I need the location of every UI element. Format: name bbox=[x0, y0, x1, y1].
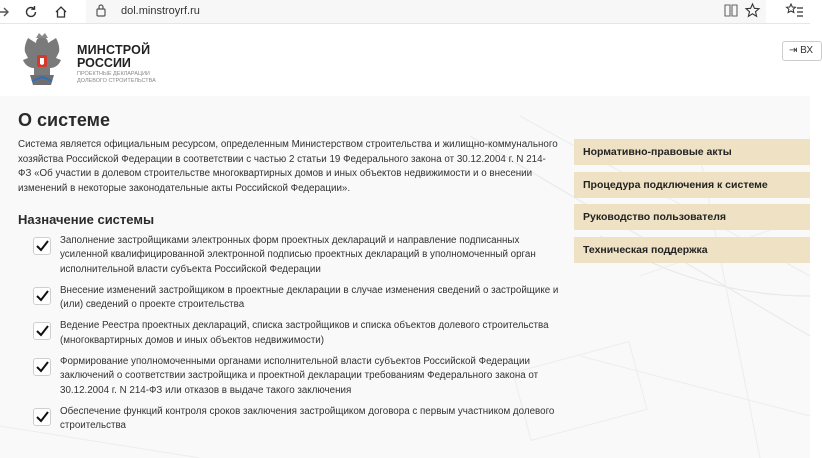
favorites-list-icon[interactable] bbox=[786, 3, 804, 24]
forward-icon[interactable] bbox=[0, 2, 14, 22]
coat-of-arms-logo[interactable] bbox=[16, 31, 68, 89]
intro-paragraph: Система является официальным ресурсом, определенным Министерством строительства и жилищно-коммунального хозяйства Российской Федерации в соответствии с частью 2 статьи 19 Федерального закона от 30.12.2004 г. N 214-ФЗ «Об участии в долевом строительстве многоквартирных домов и иных объектов недвижимости и о внесении изменений в некоторые законодательные акты Российской Федерации». bbox=[18, 139, 558, 194]
menu-item-connection-procedure[interactable]: Процедура подключения к системе bbox=[574, 172, 810, 198]
purpose-item-text: Ведение Реестра проектных деклараций, списка застройщиков и списка объектов долевого строительства (многоквартирных домов и иных объектов недвижимости) bbox=[60, 320, 549, 346]
lock-icon bbox=[96, 3, 106, 22]
login-icon: ⇥ bbox=[789, 45, 798, 56]
checkmark-icon bbox=[33, 237, 51, 255]
purpose-item-text: Внесение изменений застройщиком в проектные декларации в случае изменения сведений о застройщике и (или) сведений о проекте строительства bbox=[60, 284, 559, 311]
purpose-list bbox=[30, 234, 560, 441]
list-item bbox=[30, 284, 560, 313]
side-menu bbox=[574, 139, 810, 269]
purpose-section-title: Назначение системы bbox=[18, 212, 155, 227]
list-item bbox=[30, 405, 560, 434]
brand-name-line2: РОССИИ bbox=[77, 56, 131, 70]
login-label: ВХ bbox=[800, 45, 814, 56]
home-icon[interactable] bbox=[51, 2, 71, 22]
list-item bbox=[30, 319, 560, 348]
checkmark-icon bbox=[33, 322, 51, 340]
url-text[interactable]: dol.minstroyrf.ru bbox=[121, 5, 200, 17]
favorite-star-icon[interactable] bbox=[745, 3, 760, 23]
menu-item-user-guide[interactable]: Руководство пользователя bbox=[574, 204, 810, 230]
brand-subtitle bbox=[77, 71, 177, 85]
purpose-item-text: Обеспечение функций контроля сроков заключения застройщиком договора с первым участником долевого строительства bbox=[60, 405, 555, 432]
main-content bbox=[0, 96, 810, 458]
checkmark-icon bbox=[33, 408, 51, 426]
list-item bbox=[30, 355, 560, 398]
reading-view-icon[interactable] bbox=[724, 4, 738, 22]
menu-item-normative-acts[interactable]: Нормативно-правовые акты bbox=[574, 139, 810, 165]
refresh-icon[interactable] bbox=[21, 2, 41, 22]
menu-item-tech-support[interactable]: Техническая поддержка bbox=[574, 237, 810, 263]
checkmark-icon bbox=[33, 358, 51, 376]
list-item bbox=[30, 234, 560, 277]
brand-subtitle-line1: ПРОЕКТНЫЕ ДЕКЛАРАЦИИ bbox=[77, 71, 150, 77]
purpose-item-text: Заполнение застройщиками электронных форм проектных деклараций и направление подписанных усиленной квалифицированной электронной подписью проектных деклараций в уполномоченный орган исполнительной власти субъекта Российской Федерации bbox=[60, 235, 536, 275]
brand-name-line1: МИНСТРОЙ bbox=[77, 43, 151, 57]
brand-subtitle-line2: ДОЛЕВОГО СТРОИТЕЛЬСТВА bbox=[77, 78, 156, 84]
checkmark-icon bbox=[33, 287, 51, 305]
purpose-item-text: Формирование уполномоченными органами исполнительной власти субъектов Российской Федерации заключений о соответствии застройщика и проектной декларации требованиям Федерального закона от 30.12.2004 г. N 214-ФЗ или отказов в выдаче такого заключения bbox=[60, 356, 539, 396]
page-title: О системе bbox=[18, 110, 111, 130]
browser-toolbar bbox=[0, 0, 810, 24]
login-button[interactable] bbox=[782, 41, 822, 61]
site-header bbox=[0, 24, 814, 96]
